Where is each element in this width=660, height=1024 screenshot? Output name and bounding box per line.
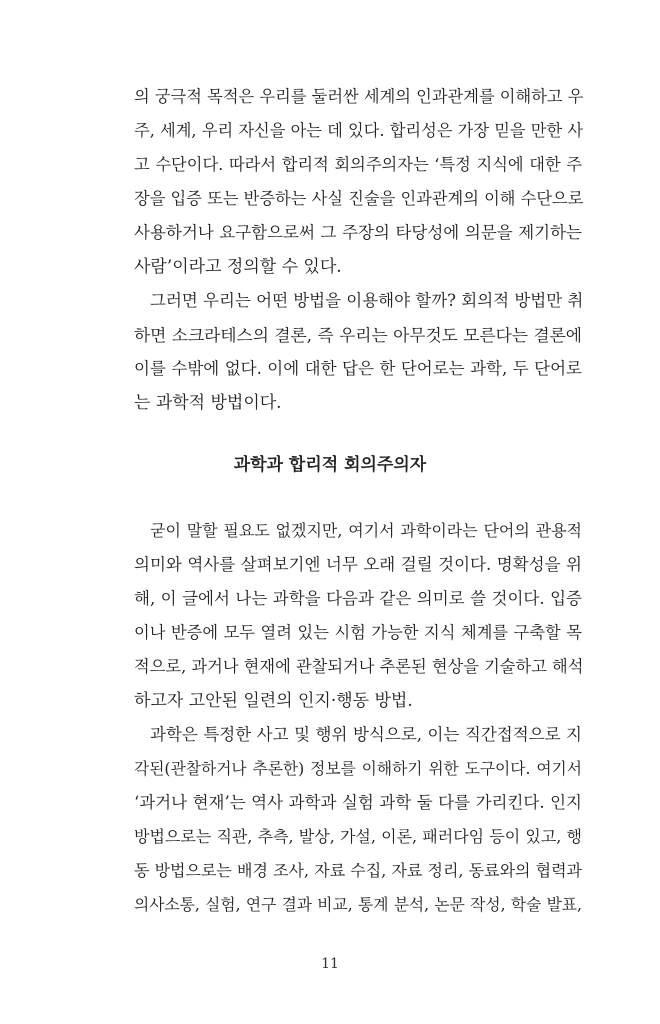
paragraph-1-line-4: 장을 입증 또는 반증하는 사실 진술을 인과관계의 이해 수단으로 bbox=[134, 189, 584, 208]
paragraph-2-line-3: 이를 수밖에 없다. 이에 대한 답은 한 단어로는 과학, 두 단어로 bbox=[134, 359, 582, 378]
paragraph-3-line-1: 굳이 말할 필요도 없겠지만, 여기서 과학이라는 단어의 관용적 bbox=[150, 521, 582, 540]
paragraph-3-line-4: 이나 반증에 모두 열려 있는 시험 가능한 지식 체계를 구축할 목 bbox=[134, 623, 582, 642]
paragraph-4-line-3: ‘과거나 현재’는 역사 과학과 실험 과학 둘 다를 가리킨다. 인지 bbox=[134, 793, 582, 812]
paragraph-2-line-1: 그러면 우리는 어떤 방법을 이용해야 할까? 회의적 방법만 취 bbox=[150, 291, 584, 310]
paragraph-4-line-6: 의사소통, 실험, 연구 결과 비교, 통계 분석, 논문 작성, 학술 발표, bbox=[134, 895, 582, 914]
paragraph-4-line-1: 과학은 특정한 사고 및 행위 방식으로, 이는 직간접적으로 지 bbox=[150, 725, 582, 744]
paragraph-3-line-2: 의미와 역사를 살펴보기엔 너무 오래 걸릴 것이다. 명확성을 위 bbox=[134, 555, 582, 574]
paragraph-4-line-4: 방법으로는 직관, 추측, 발상, 가설, 이론, 패러다임 등이 있고, 행 bbox=[134, 827, 582, 846]
paragraph-1-line-3: 고 수단이다. 따라서 합리적 회의주의자는 ‘특정 지식에 대한 주 bbox=[134, 155, 582, 174]
paragraph-3-line-6: 하고자 고안된 일련의 인지·행동 방법. bbox=[134, 691, 413, 711]
paragraph-3-line-5: 적으로, 과거나 현재에 관찰되거나 추론된 현상을 기술하고 해석 bbox=[134, 657, 584, 676]
paragraph-1-line-2: 주, 세계, 우리 자신을 아는 데 있다. 합리성은 가장 믿을 만한 사 bbox=[134, 121, 584, 140]
paragraph-4-line-5: 동 방법으로는 배경 조사, 자료 수집, 자료 정리, 동료와의 협력과 bbox=[134, 861, 582, 880]
paragraph-4-line-2: 각된(관찰하거나 추론한) 정보를 이해하기 위한 도구이다. 여기서 bbox=[134, 759, 582, 778]
paragraph-1-line-6: 사람’이라고 정의할 수 있다. bbox=[134, 257, 342, 277]
paragraph-2-line-2: 하면 소크라테스의 결론, 즉 우리는 아무것도 모른다는 결론에 bbox=[134, 325, 582, 345]
section-heading: 과학과 합리적 회의주의자 bbox=[233, 455, 427, 475]
paragraph-3-line-3: 해, 이 글에서 나는 과학을 다음과 같은 의미로 쓸 것이다. 입증 bbox=[134, 589, 582, 608]
paragraph-2-line-4: 는 과학적 방법이다. bbox=[134, 393, 282, 413]
page-number: 11 bbox=[321, 956, 339, 972]
paragraph-1-line-5: 사용하거나 요구함으로써 그 주장의 타당성에 의문을 제기하는 bbox=[134, 223, 582, 242]
paragraph-1-line-1: 의 궁극적 목적은 우리를 둘러싼 세계의 인과관계를 이해하고 우 bbox=[134, 87, 584, 106]
